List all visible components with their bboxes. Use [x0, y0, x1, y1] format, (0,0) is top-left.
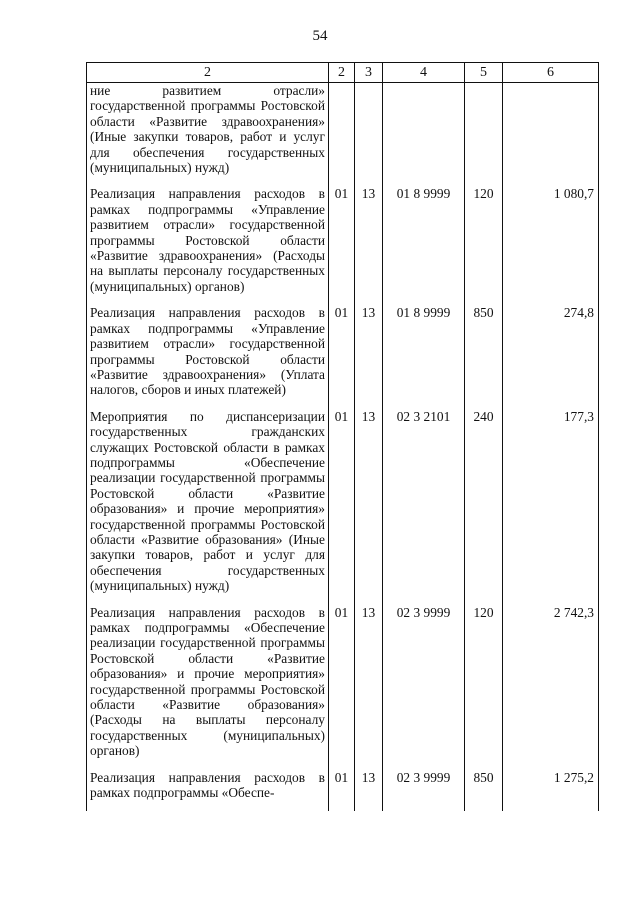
row-section: 01 [329, 605, 355, 770]
row-amount [503, 83, 599, 187]
table-row [87, 770, 599, 812]
row-expense: 240 [465, 409, 503, 605]
row-target [383, 83, 465, 187]
header-row [87, 63, 599, 83]
budget-table [86, 62, 599, 811]
table-header [87, 63, 599, 83]
table-row [87, 305, 599, 408]
header-cell-target: 4 [383, 63, 465, 83]
row-target: 02 3 2101 [383, 409, 465, 605]
row-expense [465, 83, 503, 187]
row-amount: 1 275,2 [503, 770, 599, 812]
header-cell-description: 2 [87, 63, 329, 83]
row-target: 01 8 9999 [383, 186, 465, 305]
row-description: Реализация направления расходов в рамках подпрограммы «Управление развитием отрасли» государственной программы Ростовской области «Развитие здравоохранения» (Уплата налогов, сборов и иных платежей) [87, 305, 329, 408]
row-expense: 120 [465, 605, 503, 770]
row-subsection: 13 [355, 186, 383, 305]
row-subsection: 13 [355, 305, 383, 408]
row-expense: 850 [465, 770, 503, 812]
row-section: 01 [329, 770, 355, 812]
row-target: 02 3 9999 [383, 605, 465, 770]
row-subsection: 13 [355, 770, 383, 812]
row-subsection [355, 83, 383, 187]
table-row [87, 83, 599, 187]
table-body [87, 83, 599, 812]
row-description: Реализация направления расходов в рамках подпрограммы «Управление развитием отрасли» государственной программы Ростовской области «Развитие здравоохранения» (Расходы на выплаты персоналу государственных (муниципальных) органов) [87, 186, 329, 305]
row-section [329, 83, 355, 187]
row-target: 02 3 9999 [383, 770, 465, 812]
header-cell-amount: 6 [503, 63, 599, 83]
header-cell-subsection: 3 [355, 63, 383, 83]
row-subsection: 13 [355, 605, 383, 770]
row-section: 01 [329, 186, 355, 305]
row-amount: 2 742,3 [503, 605, 599, 770]
row-expense: 850 [465, 305, 503, 408]
header-cell-section: 2 [329, 63, 355, 83]
row-section: 01 [329, 409, 355, 605]
row-amount: 274,8 [503, 305, 599, 408]
row-section: 01 [329, 305, 355, 408]
row-subsection: 13 [355, 409, 383, 605]
table-row [87, 186, 599, 305]
row-amount: 1 080,7 [503, 186, 599, 305]
row-description: ние развитием отрасли» государственной программы Ростовской области «Развитие здравоохранения» (Иные закупки товаров, работ и услуг для обеспечения государственных (муниципальных) нужд) [87, 83, 329, 187]
row-description: Реализация направления расходов в рамках подпрограммы «Обеспе- [87, 770, 329, 812]
page-number: 54 [312, 28, 328, 44]
header-cell-expense: 5 [465, 63, 503, 83]
row-description: Реализация направления расходов в рамках подпрограммы «Обеспечение реализации государственной программы Ростовской области «Развитие образования» и прочие мероприятия» государственной программы Ростовской области «Развитие образования» (Расходы на выплаты персоналу государственных (муниципальных) органов) [87, 605, 329, 770]
table-row [87, 605, 599, 770]
row-expense: 120 [465, 186, 503, 305]
table-row [87, 409, 599, 605]
row-description: Мероприятия по диспансеризации государственных гражданских служащих Ростовской области в рамках подпрограммы «Обеспечение реализации государственной программы Ростовской области «Развитие образования» и прочие мероприятия» государственной программы Ростовской области «Развитие образования» (Иные закупки товаров, работ и услуг для обеспечения государственных (муниципальных) нужд) [87, 409, 329, 605]
row-amount: 177,3 [503, 409, 599, 605]
row-target: 01 8 9999 [383, 305, 465, 408]
